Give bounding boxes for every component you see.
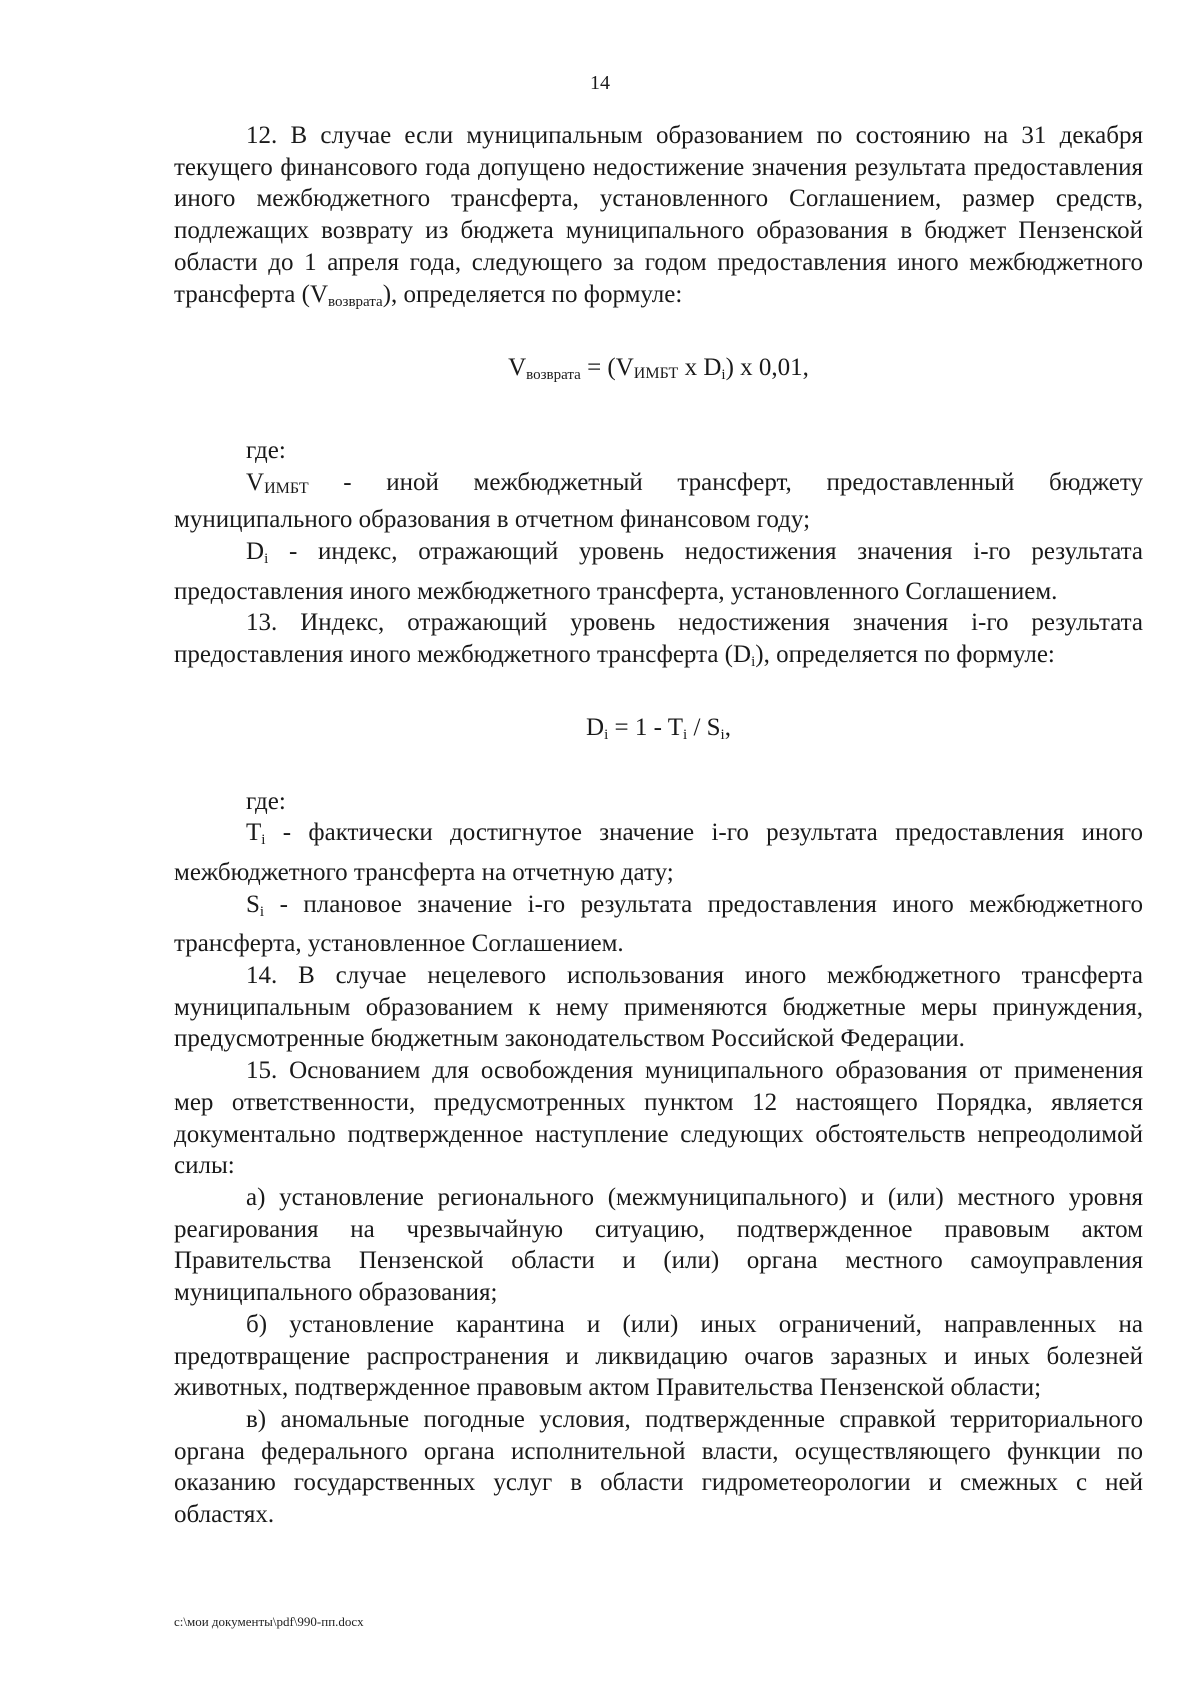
si-sub: i [259, 903, 265, 920]
formula-return [174, 318, 1143, 435]
formula-2-b: = 1 - T [608, 713, 684, 741]
formula-1-mid-sub: ИМБТ [633, 365, 679, 383]
v-return-subscript: возврата [328, 293, 383, 310]
paragraph-15: 15. Основанием для освобождения муниципального образования от применения мер ответственности, предусмотренных пунктом 12 настоящего Порядка, является документально подтвержденное наступление следующих обстоятельств непреодолимой силы: [174, 1057, 1143, 1180]
paragraph-15-b: б) установление карантина и (или) иных ограничений, направленных на предотвращение распространения и ликвидацию очагов заразных и иных болезней животных, подтвержденное правовым актом Правительства Пензенской области; [174, 1310, 1143, 1402]
paragraph-12-text: 12. В случае если муниципальным образованием по состоянию на 31 декабря текущего финансового года допущено недостижение значения результата предоставления иного межбюджетного трансферта, установленного Соглашением, размер средств, подлежащих возврату из бюджета муниципального образования в бюджет Пензенской области до 1 апреля года, следующего за годом предоставления иного межбюджетного трансферта ( [174, 122, 1143, 308]
formula-2-c-sub: i [720, 726, 725, 743]
paragraph-13-text: 13. Индекс, отражающий уровень недостижения значения i-го результата предоставления иного межбюджетного трансферта (D [174, 609, 1143, 669]
formula-2-d: , [724, 713, 731, 741]
definition-ti [174, 817, 1143, 888]
paragraph-12-end: ), определяется по формуле: [382, 280, 683, 308]
di-sub: i [264, 551, 269, 568]
paragraph-14: 14. В случае нецелевого использования иного межбюджетного трансферта муниципальным образованием к нему применяются бюджетные меры принуждения, предусмотренные бюджетным законодательством Российской Федерации. [174, 962, 1143, 1053]
v-return-var: V [309, 280, 329, 308]
formula-2-b-sub: i [683, 726, 688, 743]
page-number: 14 [590, 72, 610, 94]
formula-index [174, 679, 1143, 786]
vimbt-var: V [246, 468, 265, 496]
formula-2-a-sub: i [604, 726, 609, 743]
paragraph-15-a: а) установление регионального (межмуниципального) и (или) местного уровня реагирования на чрезвычайную ситуацию, подтвержденное правовым актом Правительства Пензенской области и (или) органа местного самоуправления муниципального образования; [174, 1183, 1143, 1307]
ti-text: - фактически достигнутое значение i-го результата предоставления иного межбюджетного трансферта на отчетную дату; [174, 819, 1143, 886]
formula-2-c: / S [687, 713, 721, 741]
paragraph-13 [174, 607, 1143, 678]
formula-1-rhs: ) x 0,01, [725, 354, 809, 382]
formula-2-a: D [586, 713, 605, 741]
ti-var: T [246, 819, 262, 847]
p13-sub: i [751, 654, 756, 671]
paragraph-15-v: в) аномальные погодные условия, подтвержденные справкой территориального органа федерального органа исполнительной власти, осуществляющего функции по оказанию государственных услуг в области гидрометеорологии и смежных с ней областях. [174, 1405, 1143, 1529]
formula-1-mid2: x D [678, 354, 722, 382]
footer-file-path: c:\мои документы\pdf\990-пп.docx [174, 1614, 364, 1629]
di-var: D [246, 538, 265, 566]
document-body [174, 120, 1143, 1531]
vimbt-text: - иной межбюджетный трансферт, предоставленный бюджету муниципального образования в отчетном финансовом году; [174, 468, 1143, 534]
si-var: S [246, 890, 260, 918]
definition-si [174, 889, 1143, 960]
si-text: - плановое значение i-го результата предоставления иного межбюджетного трансферта, установленное Соглашением. [174, 890, 1143, 958]
formula-1-lhs: V [508, 354, 527, 382]
paragraph-13-end: ), определяется по формуле: [755, 641, 1055, 669]
ti-sub: i [261, 832, 266, 849]
paragraph-12 [174, 120, 1143, 318]
vimbt-sub: ИМБТ [264, 479, 309, 497]
formula-1-mid: = (V [580, 354, 634, 382]
definition-vimbt [174, 467, 1143, 536]
where-label-1: где: [246, 436, 286, 464]
formula-1-lhs-sub: возврата [526, 367, 581, 384]
di-text: - индекс, отражающий уровень недостижения значения i-го результата предоставления иного межбюджетного трансферта, установленного Соглашением. [174, 538, 1143, 605]
definition-di [174, 536, 1143, 607]
where-label-2: где: [246, 787, 286, 815]
formula-1-mid2-sub: i [721, 367, 726, 384]
